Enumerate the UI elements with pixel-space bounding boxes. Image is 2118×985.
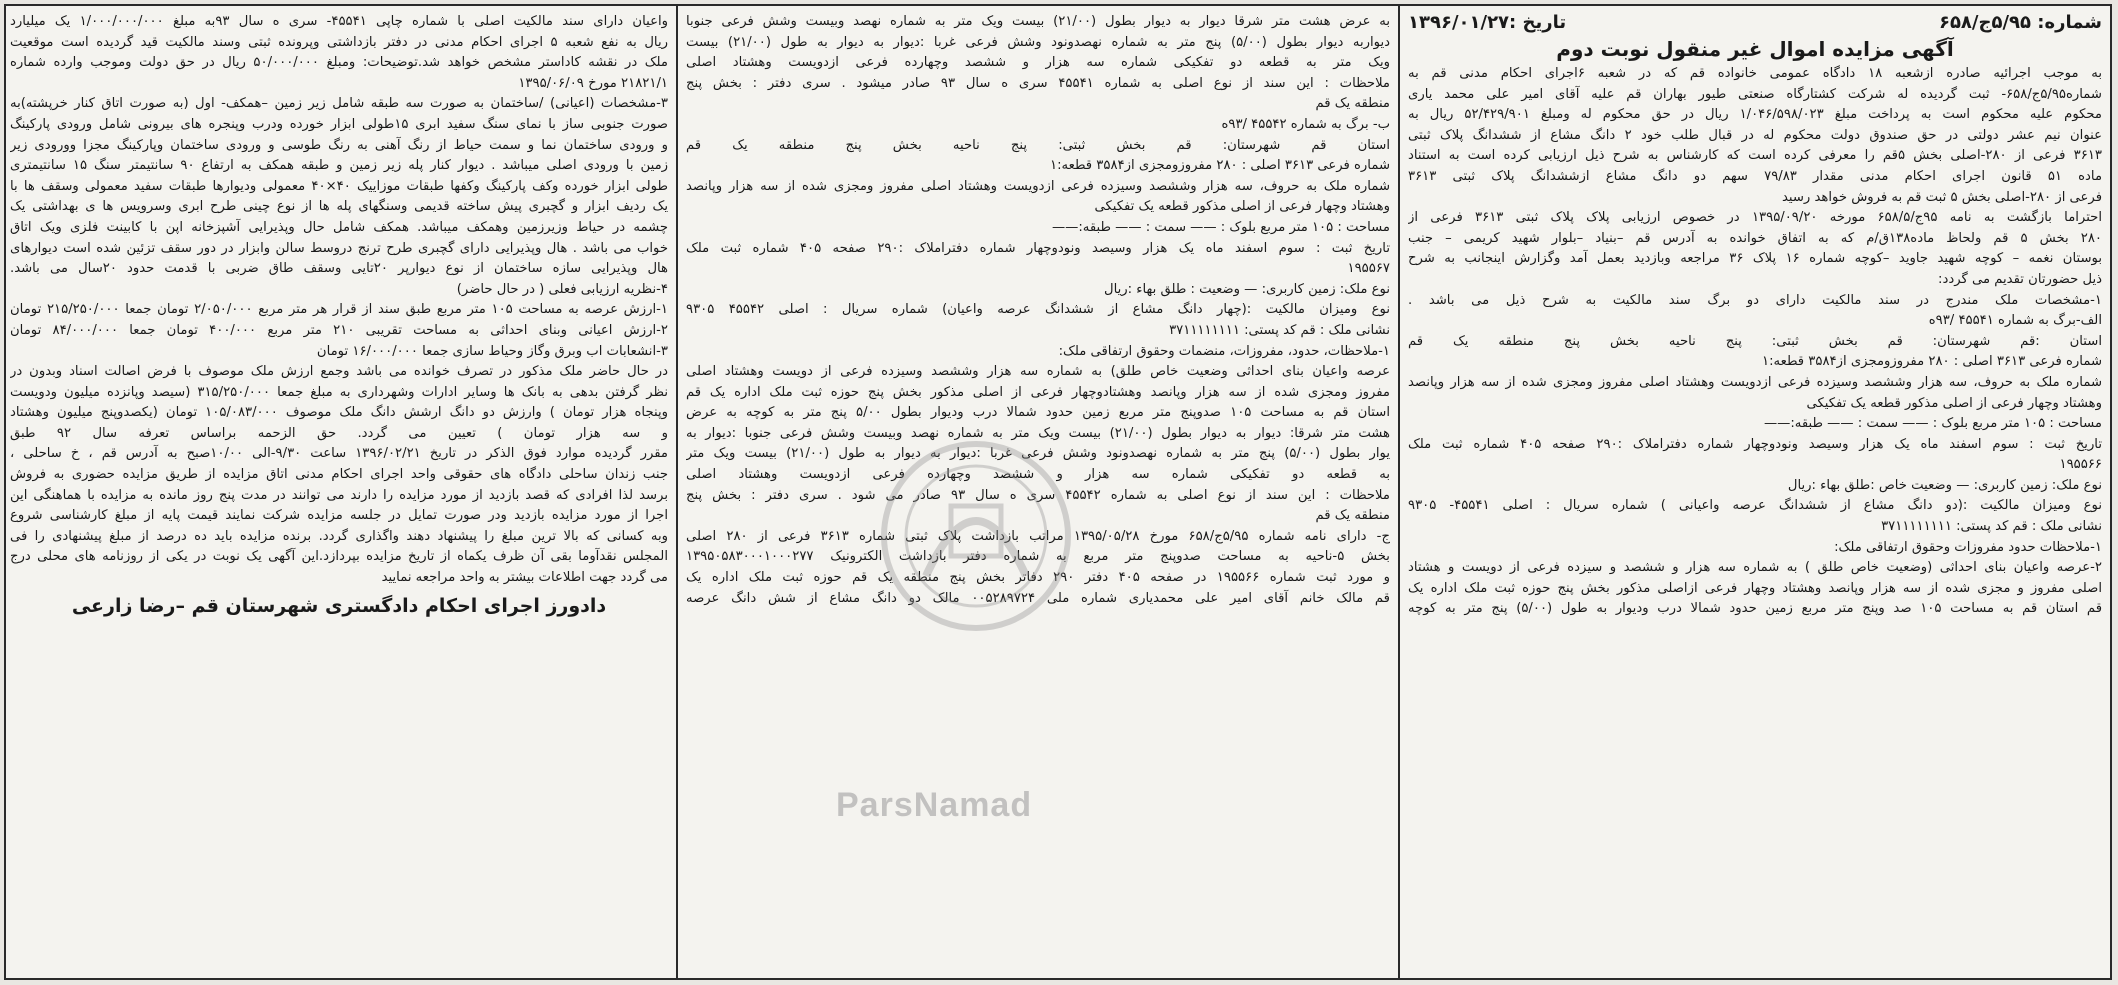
right-text-line: احتراما بازگشت به نامه ۹۵ج/۶۵۸/۵ مورخه ۱۳۹۵/۰۹/۲۰ در خصوص ارزیابی پلاک پلاک ثبتی ۳۶۱۳ فرعی از — [1408, 210, 2102, 226]
left-column — [4, 6, 676, 978]
middle-text-line: دیواربه دیوار بطول (۵/۰۰) پنج متر به شماره نهصدونود وشش فرعی غربا :دیوار به دیوار به طول (۲۱/۰۰) بیست — [686, 34, 1390, 50]
right-text-line: ۲۸۰ بخش ۵ قم ولحاظ ماده۱۳۸ق/م که به اتفاق خوانده به آدرس قم –بنیاد –بلوار شهید کریمی – جنب — [1408, 230, 2102, 246]
left-text-line: نظر گرفتن بدهی به بانک ها وسایر ادارات وشهرداری به مبلغ جمعا ۳۱۵/۲۵۰/۰۰۰ (سیصد وپانزده میلیون ودویست — [10, 384, 668, 400]
middle-text-line: استان قم شهرستان: قم بخش ثبتی: پنج ناحیه بخش پنج منطقه یک قم — [686, 137, 1390, 153]
right-text-line: ۱-مشخصات ملک مندرج در سند مالکیت دارای دو برگ سند مالکیت به شرح ذیل می باشد . — [1408, 292, 2102, 308]
right-text-line: ۱۹۵۵۶۶ — [2059, 457, 2102, 473]
right-text-line: شماره فرعی ۳۶۱۳ اصلی : ۲۸۰ مفروزومجزی از۳۵۸۴ قطعه:۱ — [1762, 354, 2102, 370]
left-text-line: خواب می باشد . هال وپذیرایی دارای گچبری طرح ترنج دروسط سالن وابزار در دور سقف تزئین شده است دیوارهای — [10, 240, 668, 256]
middle-text-line: تاریخ ثبت : سوم اسفند ماه یک هزار وسیصد ونودوچهار شماره دفتراملاک :۲۹۰ صفحه ۴۰۵ شماره ثبت ملک — [686, 240, 1390, 256]
left-text-line: وپنجاه هزار تومان ) وارزش دو دانگ ارشش دانگ ملک موصوف ۱۰۵/۰۸۳/۰۰۰ تومان (یکصدوپنج میلیون وهشتاد — [10, 405, 668, 421]
left-text-line: ۲-ارزش اعیانی وبنای احداثی به مساحت تقریبی ۲۱۰ متر مربع ۴۰۰/۰۰۰ تومان جمعا ۸۴/۰۰۰/۰۰۰ تومان — [10, 322, 668, 338]
right-text-line: بوستان نغمه – کوچه شهید جاوید –کوچه شماره ۱۶ پلاک ۳۶ مراجعه وبازدید بعمل آمد وگزارش اینجانب به شرح — [1408, 251, 2102, 267]
right-text-line: تاریخ ثبت : سوم اسفند ماه یک هزار وسیصد ونودوچهار شماره دفتراملاک :۲۹۰ صفحه ۴۰۵ شماره ثبت ملک — [1408, 436, 2102, 452]
notice-header — [1408, 12, 2102, 34]
left-text-line: المجلس نقدآوما بقی آن ظرف یکماه از تاریخ مزایده بپردازد.این آگهی یک نوبت در یکی از روزنامه های محلی درج — [10, 549, 668, 565]
middle-text-line: استان قم به مساحت ۱۰۵ صدوپنج متر مربع زمین حدود شمالا درب ودیوار بطول ۵/۰۰ پنج متر به کوچه به عرض — [686, 405, 1390, 421]
middle-text-line: قم مالک خانم آقای امیر علی محمدیاری شماره ملی ۰۰۵۲۸۹۷۲۴ مالک دو دانگ مشاع از شش دانگ عرصه — [686, 590, 1390, 606]
right-text-line: مساحت : ۱۰۵ متر مربع بلوک : —— سمت : —— طبقه:—— — [1763, 416, 2102, 432]
left-text-line: و سه هزار تومان ) تعیین می گردد. حق الزحمه براساس تعرفه سال ۹۲ طبق — [10, 425, 668, 441]
middle-text-line: و مورد ثبت شماره ۱۹۵۵۶۶ در صفحه ۴۰۵ دفتر ۲۹۰ دفاتر بخش پنج منطقه یک قم حوزه ثبت ملک اداره یک — [686, 570, 1390, 586]
right-text-line: الف-برگ به شماره ۴۵۵۴۱ /۹۳ه — [1928, 313, 2102, 329]
right-text-line: ماده ۵۱ قانون اجرای احکام مدنی مقدار ۷۹/۸۳ سهم دو دانگ مشاع ازششدانگ پلاک ثبتی ۳۶۱۳ — [1408, 168, 2102, 184]
left-text-line: برسد لذا افرادی که قصد بازدید از مورد مزایده را دارند می توانند در مدت پنج روز مانده به مزایده با هماهنگی این — [10, 487, 668, 503]
left-text-line: زمین با ورودی اصلی میباشد . دیوار کنار پله زیر زمین و طبقه همکف به ارتفاع ۹۰ سانتیمتر سنگ ۱۵ سانتیمتری — [10, 158, 668, 174]
right-text-line: شماره ملک به حروف، سه هزار وششصد وسیزده فرعی ازدویست وهشتاد اصلی مفروز ومجزی شده از سه هزار وپانصد — [1408, 374, 2102, 390]
left-text-line: ۳-مشخصات (اعیانی) /ساختمان به صورت سه طبقه شامل زیر زمین –همکف- اول (به صورت اتاق کنار خرپشته)به — [10, 96, 668, 112]
middle-text-line: یوار بطول (۵/۰۰) پنج متر به شماره نهصدونود وشش فرعی غربا :دیوار به دیوار به طول (۲۱/۰۰) بیست ویک متر — [686, 446, 1390, 462]
middle-text-line: شماره ملک به حروف، سه هزار وششصد وسیزده فرعی ازدویست وهشتاد اصلی مفروز ومجزی شده از سه هزار وپانصد — [686, 178, 1390, 194]
left-text-line: ریال به نفع شعبه ۵ اجرای احکام مدنی در دفتر بازداشتی وپرونده ثبتی وسند مالکیت قید گردیده است موقعیت — [10, 34, 668, 50]
middle-text-line: وهشتاد وچهار فرعی از اصلی مذکور قطعه یک تفکیکی — [1094, 199, 1390, 215]
notice-title: آگهی مزایده اموال غیر منقول نوبت دوم — [1556, 37, 1954, 61]
middle-text-line: مفروز ومجزی شده از سه هزار وپانصد وهشتادوچهار فرعی از اصلی مذکور بخش پنج حوزه ثبت ملک اداره یک قم — [686, 384, 1390, 400]
right-text-line: ۱-ملاحظات حدود مفروزات وحقوق ارتفاقی ملک: — [1834, 539, 2102, 555]
middle-text-line: منطقه یک قم — [1315, 96, 1390, 112]
middle-text-line: شماره فرعی ۳۶۱۳ اصلی : ۲۸۰ مفروزومجزی از۳۵۸۴ قطعه:۱ — [1050, 158, 1390, 174]
left-text-line: در حال حاضر ملک مذکور در تصرف خوانده می باشد وجمع ارزش ملک موصوف با فرض اصالت اسناد وبدون در — [10, 364, 668, 380]
middle-text-line: عرصه واعیان بنای احداثی وضعیت خاص طلق) به شماره سه هزار وششصد وسیزده فرعی از دویست وهشتاد اصلی — [686, 364, 1390, 380]
middle-text-line: ۱۹۵۵۶۷ — [1347, 261, 1390, 277]
right-text-line: استان :قم شهرستان: قم بخش ثبتی: پنج ناحیه بخش پنج منطقه یک قم — [1408, 333, 2102, 349]
left-text-line: اجرا از مورد مزایده بازدید ودر صورت تمایل در جلسه مزایده شرکت نمایند قیمت پایه از مبلغ کارشناسی شروع — [10, 508, 668, 524]
right-text-line: شماره۵/۹۵ج/۶۵۸- ثبت گردیده له شرکت کشتارگاه صنعتی طیور بهاران قم علیه آقای امیر علی محمد یاری — [1408, 86, 2102, 102]
left-text-line: مقرر گردیده موارد فوق الذکر در تاریخ ۱۳۹۶/۰۲/۲۱ ساعت ۹/۳۰-الی ۱۰/۰۰صبح به آدرس قم ، خ ساحلی ، — [10, 446, 668, 462]
left-text-line: چشمه در حیاط وزیرزمین وهمکف میباشد. همکف شامل حال وپذیرایی آشپزخانه اپن با کابینت فلزی ویک اتاق — [10, 219, 668, 235]
middle-text-line: ویک متر به قطعه دو تفکیکی شماره سه هزار و ششصد وچهارده فرعی ازدویست وهشتاد اصلی — [686, 55, 1390, 71]
middle-text-line: ۱-ملاحظات، حدود، مفروزات، منضمات وحقوق ارتفاقی ملک: — [1058, 343, 1390, 359]
left-text-line: جنب زندان ساحلی دادگاه های حقوقی واحد اجرای احکام مدنی اتاق مزایده از طریق مزایده حضوری به فروش — [10, 467, 668, 483]
middle-text-line: منطقه یک قم — [1315, 508, 1390, 524]
left-text-line: ۳-انشعابات اب وبرق وگاز وحیاط سازی جمعا ۱۶/۰۰۰/۰۰۰ تومان — [316, 343, 668, 359]
right-text-line: محکوم علیه محکوم است به پرداخت مبلغ ۱/۰۴۶/۵۹۸/۰۲۳ ریال در حق محکوم له ومبلغ ۵۲/۴۲۹/۹۰۱ ریال به — [1408, 107, 2102, 123]
left-text-line: ملک در نقشه کاداستر مشخص خواهد شد.توضیحات: ومبلغ ۵۰/۰۰۰/۰۰۰ ریال در حق دولت وموجب وارده شماره — [10, 55, 668, 71]
middle-text-line: به عرض هشت متر شرقا دیوار به دیوار بطول (۲۱/۰۰) بیست ویک متر به شماره نهصد وبیست وشش فرعی جنوبا — [686, 14, 1390, 29]
right-text-line: فرعی از ۲۸۰-اصلی بخش ۵ ثبت قم به فروش خواهد رسید — [1781, 189, 2102, 205]
left-text-line: و ورودی ساختمان نما و سمت حیاط از رنگ آهنی به رنگ طوسی و ورودی ساختمان وپارکینگ مجزا وورودی زیر — [10, 137, 668, 153]
middle-text-line: ملاحظات : این سند از نوع اصلی به شماره ۴۵۵۴۱ سری ه سال ۹۳ صادر میشود . سری دفتر : بخش پنج — [686, 75, 1390, 91]
left-text-line: وبه کسانی که بالا ترین مبلغ را پیشنهاد دهند واگذاری گردد. برنده مزایده باید ده درصد از مبلغ پیشنهادی را فی — [10, 528, 668, 544]
notice-date: تاریخ :۱۳۹۶/۰۱/۲۷ — [1408, 12, 1567, 33]
right-text-line: نشانی ملک : قم کد پستی: ۳۷۱۱۱۱۱۱۱۱ — [1881, 519, 2102, 535]
middle-text-line: به قطعه دو تفکیکی شماره سه هزار و ششصد وچهارده فرعی ازدویست وهشتاد اصلی — [686, 467, 1390, 483]
left-text-line: ۴-نظریه ارزیابی فعلی ( در حال حاضر) — [456, 281, 668, 297]
left-text-line: ۱-ارزش عرصه به مساحت ۱۰۵ متر مربع طبق سند از قرار هر متر مربع ۲/۰۵۰/۰۰۰ تومان جمعا ۲۱۵/۲۵۰/۰۰۰ تومان — [10, 302, 668, 318]
notice-number: شماره: ۵/۹۵ج/۶۵۸ — [1938, 12, 2102, 33]
middle-text-line: بخش ۵-ناحیه به مساحت صدوپنج متر مربع به شماره دفتر بازداشت الکترونیک ۱۳۹۵۰۵۸۳۰۰۰۱۰۰۰۲۷۷ — [686, 549, 1390, 565]
left-text-line: ۲۱۸۲۱/۱ مورخ ۱۳۹۵/۰۶/۰۹ — [518, 75, 668, 91]
right-text-line: نوع ومیزان مالکیت :(دو دانگ مشاع از ششدانگ عرصه واعیانی ) شماره سریال : اصلی ۴۵۵۴۱- ۹۳۰۵ — [1408, 498, 2102, 514]
left-text-line: طولی ابزار خورده وکف پارکینگ وکفها طبقات موزاییک ۴۰×۴۰ معمولی ودیوارها طبقات سفید معمولی وسقف ها با — [10, 178, 668, 194]
right-text-line: قم استان قم به مساحت ۱۰۵ صد وپنج متر مربع زمین حدود شمالا درب ودیوار به طول (۵/۰۰) پنج متر به کوچه — [1408, 601, 2102, 617]
right-column-body — [1408, 64, 2102, 620]
middle-text-line: هشت متر شرقا: دیوار به دیوار بطول (۲۱/۰۰) بیست ویک متر به شماره نهصد وبیست وشش فرعی جنوبا :دیوار به — [686, 425, 1390, 441]
right-text-line: ذیل حضورتان تقدیم می گردد: — [1938, 271, 2102, 287]
middle-text-line: ملاحظات : این سند از نوع اصلی به شماره ۴۵۵۴۲ سری ه سال ۹۳ صادر می شود . سری دفتر : بخش پنج — [686, 487, 1390, 503]
left-text-line: می گردد جهت اطلاعات بیشتر به واحد مراجعه نمایید — [381, 570, 668, 586]
right-text-line: ۲-عرصه واعیان بنای احداثی (وضعیت خاص طلق ) به شماره سه هزار و ششصد و سیزده فرعی از دویست و هشتاد — [1408, 560, 2102, 576]
right-text-line: اصلی مفروز و مجزی شده از سه هزار وپانصد وهشتاد وچهار فرعی ازاصلی مذکور بخش پنج حوزه ثبت ملک اداره یک — [1408, 580, 2102, 596]
left-column-body — [10, 12, 668, 589]
right-text-line: نوع ملک: زمین کاربری: — وضعیت خاص :طلق بهاء :ریال — [1787, 477, 2102, 493]
right-text-line: ۳۶۱۳ فرعی از ۲۸۰-اصلی بخش ۵قم را معرفی کرده است که کارشناس به شرح ذیل ارزیابی کرده است به استناد — [1408, 148, 2102, 164]
left-text-line: هال وپذیرایی سازه ساختمان از نوع دیوارپر ۲۰تایی وسقف طاق ضربی با قدمت حدود ۲۰سال می باشد. — [10, 261, 668, 277]
left-text-line: واعیان دارای سند مالکیت اصلی با شماره چاپی ۴۵۵۴۱- سری ه سال ۹۳به مبلغ ۱/۰۰۰/۰۰۰/۰۰۰ یک میلیارد — [10, 14, 668, 29]
middle-text-line: نوع ومیزان مالکیت :(چهار دانگ مشاع از ششدانگ عرصه واعیان) شماره سریال : اصلی ۴۵۵۴۲ ۹۳۰۵ — [686, 302, 1390, 318]
watermark-text: ParsNamad — [836, 786, 1033, 824]
middle-text-line: نشانی ملک : قم کد پستی: ۳۷۱۱۱۱۱۱۱۱ — [1169, 322, 1390, 338]
middle-text-line: ب- برگ به شماره ۴۵۵۴۲ /۹۳ه — [1221, 116, 1390, 132]
right-text-line: وهشتاد وچهار فرعی از اصلی مذکور قطعه یک تفکیکی — [1806, 395, 2102, 411]
middle-text-line: ج- دارای نامه شماره ۵/۹۵ج/۶۵۸ مورخ ۱۳۹۵/۰۵/۲۸ مراتب بازداشت پلاک ثبتی شماره ۳۶۱۳ فرعی از ۲۸۰ اصلی — [686, 528, 1390, 544]
left-text-line: صورت جنوبی ساز با نمای سنگ سفید ابری ۱۵طولی ابزار خورده ودرب وپنجره های بیرونی شامل ورودی پارکینگ — [10, 116, 668, 132]
middle-text-line: نوع ملک: زمین کاربری: — وضعیت : طلق بهاء :ریال — [1104, 281, 1390, 297]
right-text-line: به موجب اجرائیه صادره ازشعبه ۱۸ دادگاه عمومی خانواده قم که در شعبه ۶اجرای احکام مدنی قم به — [1408, 66, 2102, 81]
right-column — [1398, 6, 2110, 978]
middle-column-body — [686, 12, 1390, 609]
middle-column — [676, 6, 1398, 978]
right-text-line: عنوان نیم عشر دولتی در حق صندوق دولت محکوم له در قبال طلب خود ۲ دانگ مشاع از ششدانگ پلاک ثبتی — [1408, 127, 2102, 143]
auction-notice-sheet — [4, 4, 2112, 980]
middle-text-line: مساحت : ۱۰۵ متر مربع بلوک : —— سمت : —— طبقه:—— — [1051, 219, 1390, 235]
left-text-line: یک ردیف ابزار و گچبری پیش ساخته قدیمی وسنگهای پله ها از نوع چینی طرح ابری وسرویس ها ی بهداشتی یک — [10, 199, 668, 215]
signature-line: دادورز اجرای احکام دادگستری شهرستان قم –رضا زارعی — [71, 594, 607, 617]
